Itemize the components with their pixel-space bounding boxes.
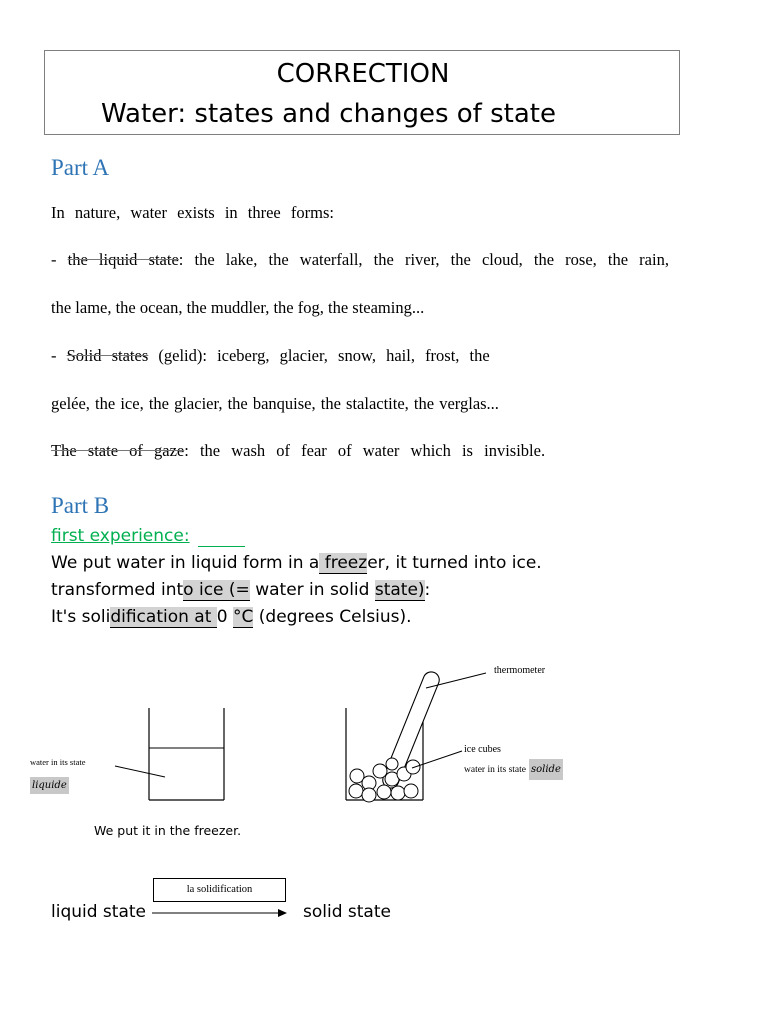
experience-line-1 [51,553,542,573]
experiment-diagram [0,640,768,820]
solid-state-line2: gelée, the ice, the glacier, the banquise, the stalactite, the verglas... [51,394,499,413]
exp3-text-e: (degrees Celsius). [253,607,412,627]
exp2-state-highlight: state) [374,580,425,600]
exp3-celsius-highlight: °C [233,607,254,627]
gas-state-description: : the wash of fear of water which is invisible. [184,441,546,460]
experience-line-3 [51,607,412,627]
solid-state-examples: (gelid): iceberg, glacier, snow, hail, frost, the [148,346,490,365]
solid-state-word: solid state [303,902,391,922]
solid-dash: - [51,346,67,365]
left-beaker [149,708,224,800]
solidification-label-box: la solidification [153,878,286,902]
exp1-text-c: er, it turned into ice. [367,553,542,573]
liquid-state-line2: the lame, the ocean, the muddler, the fog, the steaming... [51,298,425,317]
ice-cubes-label: ice cubes [464,744,501,755]
part-a-heading: Part A [51,155,110,180]
liquid-dash: - [51,250,68,269]
ice-cubes-pointer [412,751,462,768]
gas-state-line [51,441,545,461]
freezer-caption: We put it in the freezer. [94,823,242,838]
exp2-text-a: transformed int [51,580,184,600]
arrow-icon [150,906,290,920]
left-handwritten-liquide: liquide [30,777,69,794]
liquid-state-examples: : the lake, the waterfall, the river, the cloud, the rose, the rain, [178,250,669,269]
exp3-text-c: 0 [216,607,234,627]
left-label-pointer [115,766,165,777]
exp1-text-a: We put water in liquid form in a [51,553,320,573]
title-box [44,50,680,135]
thermometer-label: thermometer [494,665,546,676]
solid-state-line [51,346,490,366]
exp2-ice-highlight: o ice (= [183,580,250,600]
left-water-label: water in its state [30,757,86,767]
exp2-text-c: water in solid [249,580,375,600]
exp3-solidification-highlight: dification at [110,607,217,627]
liquid-state-line [51,250,669,270]
document-subtitle: Water: states and changes of state [101,99,556,129]
experience-underline [198,546,245,547]
part-b-heading: Part B [51,493,110,518]
solid-state-label: Solid states [66,346,149,365]
experience-line-2 [51,580,430,600]
right-handwritten-solide: solide [529,759,563,780]
exp3-text-a: It's soli [51,607,111,627]
liquid-state-label: the liquid state [67,250,179,269]
liquid-state-word: liquid state [51,902,146,922]
right-water-label: water in its state [464,765,526,775]
part-a-intro: In nature, water exists in three forms: [51,203,334,222]
document-title: CORRECTION [276,59,450,89]
gas-state-label: The state of gaze [51,441,185,460]
exp1-freezer-highlight: freez [319,553,368,573]
exp2-text-e: : [424,580,431,600]
first-experience-label: first experience: [51,526,190,546]
